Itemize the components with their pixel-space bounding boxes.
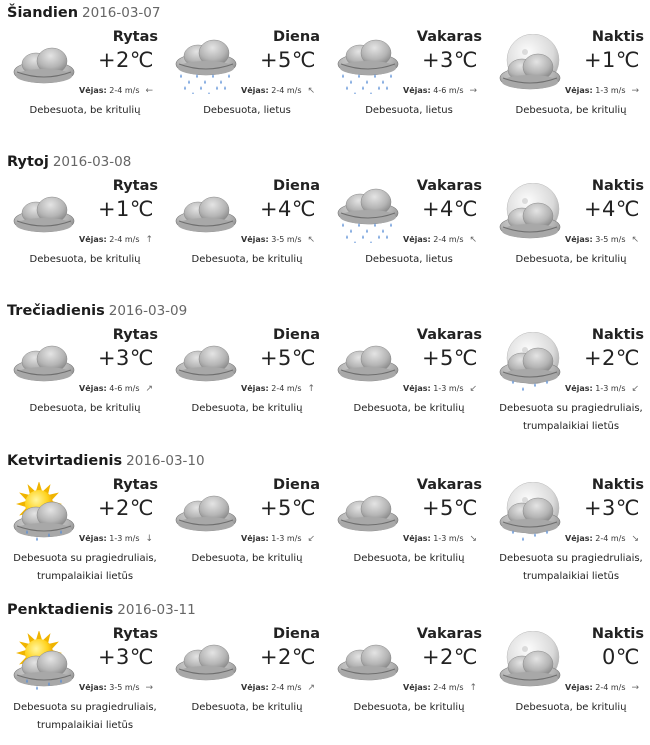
wind-speed: 2-4 m/s (271, 384, 302, 393)
cloud-icon (171, 183, 241, 243)
period-card (166, 476, 328, 596)
wind-direction-icon: ↙ (631, 384, 640, 394)
day-date: 2016-03-10 (126, 453, 205, 469)
wind-label: Vėjas: (403, 683, 431, 692)
temperature: +4℃ (583, 197, 640, 221)
wind-info (241, 86, 315, 96)
wind-info (403, 384, 477, 394)
period-card (490, 326, 650, 446)
weather-description: Debesuota, be kritulių (191, 553, 303, 564)
wind-info (403, 534, 477, 544)
day-name: Trečiadienis (7, 303, 105, 319)
wind-speed: 2-4 m/s (595, 683, 626, 692)
temperature: +5℃ (259, 48, 316, 72)
day-date: 2016-03-09 (108, 303, 188, 319)
period-name: Diena (273, 327, 320, 343)
weather-description: Debesuota, be kritulių (29, 105, 141, 116)
wind-label: Vėjas: (241, 683, 269, 692)
moon-cloud-icon (495, 34, 565, 94)
cloud-icon (9, 332, 79, 392)
temperature: +3℃ (421, 48, 478, 72)
rain-cloud-icon (171, 34, 241, 94)
temperature: +3℃ (97, 346, 154, 370)
weather-description: Debesuota, be kritulių (29, 254, 141, 265)
weather-description: Debesuota, be kritulių (191, 702, 303, 713)
period-card (4, 326, 166, 446)
day-heading (7, 601, 196, 619)
wind-info (565, 86, 639, 96)
period-name: Diena (273, 178, 320, 194)
wind-speed: 1-3 m/s (433, 384, 464, 393)
weather-description: Debesuota su pragiedruliais, trumpalaikiai lietūs (499, 403, 643, 432)
wind-direction-icon: ↑ (145, 235, 154, 245)
wind-direction-icon: → (469, 86, 478, 96)
wind-direction-icon: → (631, 683, 640, 693)
wind-speed: 4-6 m/s (433, 86, 464, 95)
period-card (4, 177, 166, 297)
period-name: Vakaras (416, 29, 482, 45)
wind-speed: 2-4 m/s (109, 235, 140, 244)
period-card (4, 28, 166, 148)
period-name: Diena (273, 477, 320, 493)
weather-description: Debesuota, lietus (203, 105, 291, 116)
wind-label: Vėjas: (565, 534, 593, 543)
temperature: +2℃ (583, 346, 640, 370)
wind-speed: 2-4 m/s (271, 86, 302, 95)
wind-speed: 2-4 m/s (271, 683, 302, 692)
wind-speed: 2-4 m/s (595, 534, 626, 543)
period-name: Vakaras (416, 477, 482, 493)
wind-info (403, 235, 477, 245)
temperature: +4℃ (259, 197, 316, 221)
period-name: Naktis (591, 29, 644, 45)
moon-cloud-icon (495, 631, 565, 691)
day-name: Ketvirtadienis (7, 453, 123, 469)
day-date: 2016-03-07 (82, 5, 161, 21)
wind-label: Vėjas: (79, 534, 107, 543)
sun-cloud-rain-icon (9, 482, 79, 542)
weather-description: Debesuota su pragiedruliais, trumpalaikiai lietūs (13, 553, 157, 582)
wind-direction-icon: → (145, 683, 154, 693)
wind-label: Vėjas: (79, 86, 107, 95)
day-heading (7, 153, 131, 171)
wind-direction-icon: → (631, 86, 640, 96)
period-card (490, 476, 650, 596)
weather-description: Debesuota, be kritulių (191, 254, 303, 265)
temperature: +4℃ (421, 197, 478, 221)
wind-label: Vėjas: (241, 235, 269, 244)
wind-label: Vėjas: (403, 534, 431, 543)
weather-description: Debesuota, be kritulių (353, 702, 465, 713)
cloud-icon (333, 631, 403, 691)
wind-label: Vėjas: (403, 384, 431, 393)
wind-speed: 1-3 m/s (595, 86, 626, 95)
temperature: +5℃ (421, 346, 478, 370)
period-name: Rytas (112, 178, 158, 194)
wind-speed: 4-6 m/s (109, 384, 140, 393)
wind-label: Vėjas: (79, 384, 107, 393)
weather-description: Debesuota, lietus (365, 105, 453, 116)
wind-speed: 3-5 m/s (109, 683, 140, 692)
weather-description: Debesuota, be kritulių (353, 553, 465, 564)
cloud-icon (171, 631, 241, 691)
wind-info (403, 86, 477, 96)
period-card (166, 28, 328, 148)
weather-description: Debesuota su pragiedruliais, trumpalaikiai lietūs (13, 702, 157, 731)
temperature: +1℃ (583, 48, 640, 72)
temperature: +2℃ (97, 48, 154, 72)
temperature: +5℃ (421, 496, 478, 520)
rain-cloud-icon (333, 183, 403, 243)
day-name: Rytoj (7, 154, 49, 170)
temperature: +5℃ (259, 346, 316, 370)
wind-label: Vėjas: (79, 683, 107, 692)
cloud-icon (171, 332, 241, 392)
period-name: Naktis (591, 626, 644, 642)
wind-label: Vėjas: (241, 384, 269, 393)
cloud-icon (9, 183, 79, 243)
period-name: Diena (273, 29, 320, 45)
wind-direction-icon: ↖ (307, 235, 316, 245)
wind-direction-icon: ↖ (469, 235, 478, 245)
wind-speed: 2-4 m/s (109, 86, 140, 95)
weather-description: Debesuota, be kritulių (353, 403, 465, 414)
wind-direction-icon: ↑ (469, 683, 478, 693)
day-name: Penktadienis (7, 602, 114, 618)
temperature: +5℃ (259, 496, 316, 520)
day-name: Šiandien (7, 5, 79, 21)
period-name: Rytas (112, 626, 158, 642)
wind-info (565, 683, 639, 693)
wind-info (79, 534, 153, 544)
cloud-icon (171, 482, 241, 542)
wind-direction-icon: ↙ (469, 384, 478, 394)
wind-info (565, 235, 639, 245)
temperature: +2℃ (259, 645, 316, 669)
wind-info (565, 384, 639, 394)
wind-label: Vėjas: (403, 86, 431, 95)
wind-speed: 1-3 m/s (271, 534, 302, 543)
wind-label: Vėjas: (79, 235, 107, 244)
wind-direction-icon: ↓ (145, 534, 154, 544)
period-card (490, 28, 650, 148)
period-card (166, 326, 328, 446)
day-heading (7, 302, 187, 320)
wind-info (241, 534, 315, 544)
wind-label: Vėjas: (403, 235, 431, 244)
moon-cloud-rain-icon (495, 332, 565, 392)
wind-label: Vėjas: (565, 384, 593, 393)
wind-direction-icon: ↖ (631, 235, 640, 245)
wind-direction-icon: ↗ (145, 384, 154, 394)
cloud-icon (333, 482, 403, 542)
wind-speed: 3-5 m/s (595, 235, 626, 244)
weather-description: Debesuota, lietus (365, 254, 453, 265)
temperature: +3℃ (97, 645, 154, 669)
wind-info (79, 235, 153, 245)
temperature: +3℃ (583, 496, 640, 520)
temperature: 0℃ (602, 645, 640, 669)
cloud-icon (9, 34, 79, 94)
wind-speed: 2-4 m/s (433, 683, 464, 692)
wind-direction-icon: ↙ (307, 534, 316, 544)
wind-info (241, 683, 315, 693)
wind-info (403, 683, 477, 693)
wind-label: Vėjas: (241, 86, 269, 95)
wind-direction-icon: ↖ (307, 86, 316, 96)
weather-description: Debesuota, be kritulių (29, 403, 141, 414)
weather-description: Debesuota, be kritulių (515, 254, 627, 265)
wind-direction-icon: ↗ (307, 683, 316, 693)
wind-info (79, 384, 153, 394)
period-name: Rytas (112, 477, 158, 493)
period-name: Vakaras (416, 626, 482, 642)
period-card (4, 476, 166, 596)
period-card (166, 177, 328, 297)
period-card (490, 625, 650, 745)
period-name: Vakaras (416, 178, 482, 194)
period-card (166, 625, 328, 745)
period-card (328, 28, 490, 148)
weather-description: Debesuota, be kritulių (515, 105, 627, 116)
wind-speed: 1-3 m/s (595, 384, 626, 393)
wind-speed: 1-3 m/s (433, 534, 464, 543)
day-date: 2016-03-08 (52, 154, 132, 170)
wind-speed: 2-4 m/s (433, 235, 464, 244)
wind-label: Vėjas: (565, 683, 593, 692)
cloud-icon (333, 332, 403, 392)
wind-speed: 3-5 m/s (271, 235, 302, 244)
moon-cloud-icon (495, 183, 565, 243)
period-name: Vakaras (416, 327, 482, 343)
weather-description: Debesuota, be kritulių (515, 702, 627, 713)
temperature: +1℃ (97, 197, 154, 221)
period-card (328, 625, 490, 745)
period-name: Rytas (112, 29, 158, 45)
period-name: Naktis (591, 178, 644, 194)
period-name: Diena (273, 626, 320, 642)
wind-label: Vėjas: (565, 86, 593, 95)
moon-cloud-rain-icon (495, 482, 565, 542)
period-name: Rytas (112, 327, 158, 343)
wind-info (79, 86, 153, 96)
wind-info (241, 235, 315, 245)
wind-speed: 1-3 m/s (109, 534, 140, 543)
rain-cloud-icon (333, 34, 403, 94)
period-card (490, 177, 650, 297)
day-heading (7, 452, 205, 470)
period-card (328, 476, 490, 596)
period-name: Naktis (591, 327, 644, 343)
wind-info (241, 384, 315, 394)
wind-direction-icon: ↘ (469, 534, 478, 544)
wind-label: Vėjas: (241, 534, 269, 543)
wind-direction-icon: ← (145, 86, 154, 96)
day-date: 2016-03-11 (117, 602, 196, 618)
day-heading (7, 4, 161, 22)
period-card (328, 326, 490, 446)
temperature: +2℃ (97, 496, 154, 520)
wind-label: Vėjas: (565, 235, 593, 244)
weather-description: Debesuota, be kritulių (191, 403, 303, 414)
wind-direction-icon: ↘ (631, 534, 640, 544)
wind-info (565, 534, 639, 544)
period-card (328, 177, 490, 297)
period-name: Naktis (591, 477, 644, 493)
period-card (4, 625, 166, 745)
wind-direction-icon: ↑ (307, 384, 316, 394)
weather-description: Debesuota su pragiedruliais, trumpalaikiai lietūs (499, 553, 643, 582)
wind-info (79, 683, 153, 693)
sun-cloud-rain-icon (9, 631, 79, 691)
temperature: +2℃ (421, 645, 478, 669)
